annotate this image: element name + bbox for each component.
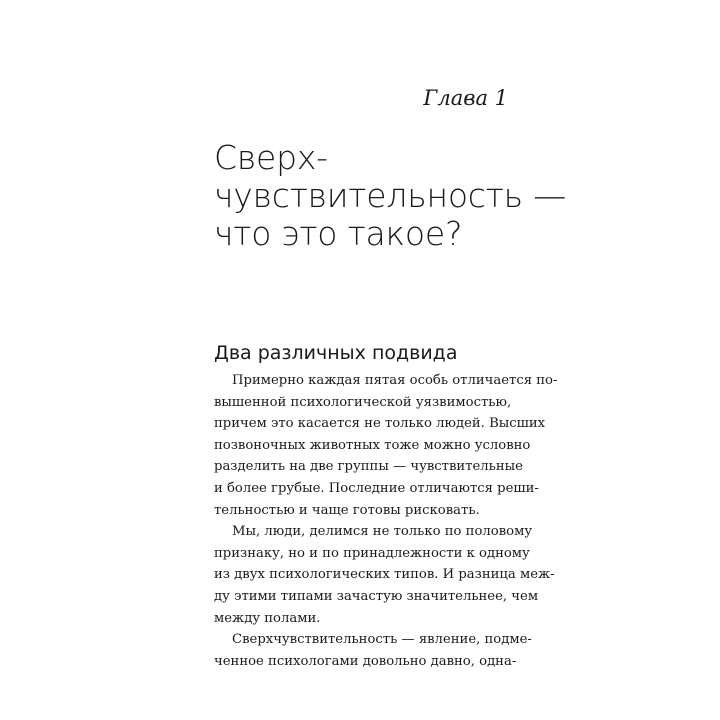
chapter-title-line: Сверх- bbox=[214, 138, 328, 177]
paragraph-line: тельностью и чаще готовы рисковать. bbox=[214, 502, 480, 518]
paragraph-line: Сверхчувствительность — явление, подме- bbox=[232, 632, 532, 648]
body-text bbox=[214, 370, 558, 672]
chapter-label: Глава 1 bbox=[423, 86, 508, 110]
paragraph-line: из двух психологических типов. И разница меж- bbox=[214, 567, 555, 583]
chapter-title-line: что это такое? bbox=[214, 214, 463, 253]
paragraph-line: Мы, люди, делимся не только по половому bbox=[232, 524, 533, 540]
paragraph-line: позвоночных животных тоже можно условно bbox=[214, 437, 531, 453]
paragraph-line: ченное психологами довольно давно, одна- bbox=[214, 653, 517, 669]
paragraph-line: вышенной психологической уязвимостью, bbox=[214, 394, 512, 410]
paragraph-line: признаку, но и по принадлежности к одному bbox=[214, 545, 530, 561]
chapter-title bbox=[214, 138, 567, 253]
paragraph-line: и более грубые. Последние отличаются реши- bbox=[214, 480, 539, 496]
paragraph-line: Примерно каждая пятая особь отличается по- bbox=[232, 373, 558, 388]
section-heading: Два различных подвида bbox=[214, 342, 458, 364]
paragraph-line: ду этими типами зачастую значительнее, чем bbox=[214, 588, 539, 604]
paragraph-line: разделить на две группы — чувствительные bbox=[214, 459, 523, 475]
paragraph-line: между полами. bbox=[214, 610, 321, 626]
paragraph-line: причем это касается не только людей. Высших bbox=[214, 416, 546, 432]
chapter-title-line: чувствительность — bbox=[214, 176, 567, 215]
